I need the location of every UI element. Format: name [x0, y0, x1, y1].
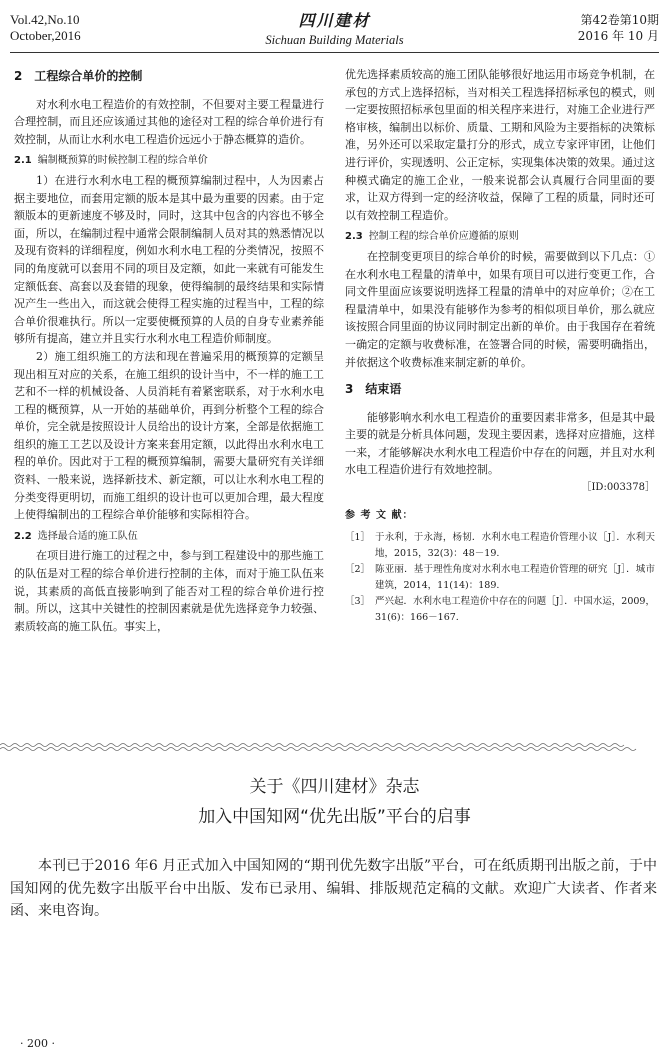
reference-text: 严兴起．水利水电工程造价中存在的问题［J］．中国水运，2009，31(6)：166－167.: [375, 596, 655, 624]
section-2-3-heading: [345, 228, 655, 246]
reference-number: ［3］: [345, 596, 371, 608]
section-2-3-para-1: 在控制变更项目的综合单价的时候，需要做到以下几点：①在水利水电工程量的清单中，如果有项目可以进行变更工作，合同文件里面应该要说明选择工程量的清单中的对应单价；②在工程量清单中，如果没有能够作为参考的相似项目单价，那么就应该按照合同里面的协议同时制定出新的单价。由于我国存在着统一确定的定额与收费标准，在签署合同的时候，需要明确指出，并依据这个收费标准来制定新的单价。: [345, 249, 655, 369]
notice-body: 本刊已于2016 年6 月正式加入中国知网的“期刊优先数字出版”平台，可在纸质期刊出版之前，于中国知网的优先数字出版平台中出版、发布已录用、编辑、排版规范定稿的文献。欢迎广大读者、作者来函、来电咨询。: [10, 858, 657, 919]
section-2-heading: 2 工程综合单价的控制: [14, 69, 143, 83]
references-list: [345, 530, 655, 626]
section-2-1-para-1: 1）在进行水利水电工程的概预算编制过程中，人为因素占据主要地位，而套用定额的版本是其中最为重要的因素。由于定额版本的更新速度不够及时，同时，这其中包含的内容也不够全面，所以，在编制过程中通常会限制编制人员对其的熟悉情况以及现有资料的详细程度，例如水利水电工程的分类情况，按照不同的角度就可以套用不同的项目及定额，如此一来就有可能发生定额低套、高套以及套错的现象，使得编制的最终结果和实际情况产生一些出入，而这就会使得工程实施的过程当中，工程的综合单价很难执行。所以一定要使概预算的人员的自身专业素养能够所有提高，建立并且实行水利水电工程造价师制度。: [14, 173, 324, 346]
section-2-2-heading: [14, 528, 324, 546]
reference-text: 于永利，于永海，杨韧．水利水电工程造价管理小议［J］．水利天地，2015，32(3)：48－19.: [375, 532, 655, 560]
section-2-3-number: 2.3: [345, 231, 363, 243]
wavy-line: [0, 744, 624, 747]
left-column: [14, 66, 324, 635]
notice-title-line-1: 关于《四川建材》杂志: [249, 777, 420, 797]
section-2-2-para-1: 在项目进行施工的过程之中，参与到工程建设中的那些施工的队伍是对工程的综合单价进行控制的主体，而对于施工队伍来说，其素质的高低直接影响到了能否对工程的综合单价进行控制。所以，这其中关键性的控制因素就是优先选择竞争力较强、素质较高的施工队伍。事实上，: [14, 549, 324, 633]
right-column: [345, 66, 655, 626]
section-2-1-number: 2.1: [14, 155, 32, 167]
section-2-intro: 对水利水电工程造价的有效控制，不但要对主要工程量进行合理控制，而且还应该通过其他的途径对工程的综合单价进行有效控制，从而让水利水电工程造价远远小于静态概算的造价。: [14, 97, 324, 146]
reference-item: [345, 562, 655, 594]
section-2-1-para-2: 2）施工组织施工的方法和现在普遍采用的概预算的定额呈现出相互对应的关系，在施工组织的设计当中，不一样的施工工艺和不一样的机械设备、人员消耗有着紧密联系，对于水利水电工程的概预算，从一开始的基础单价，再到分析整个工程的综合单价，完全就是按照设计人员给出的设计方案，全部是依据施工组织的施工工艺以及设计方案来套用定额，以此得出水利水电工程的单价。因此对于工程的概预算编制，需要大量研究有关详细资料、一般来说，选择新技术、新定额，可以让水利水电工程的分类变得更明切，而施工组织的设计也可以更加合理，最大程度上使得编制出的工程综合单价能够和实际相符合。: [14, 349, 324, 522]
running-header: [10, 6, 659, 52]
reference-item: [345, 594, 655, 626]
section-2-2-number: 2.2: [14, 530, 32, 542]
document-id: ［ID:003378］: [581, 482, 655, 494]
reference-text: 陈亚丽．基于理性角度对水利水电工程造价管理的研究［J］．城市建筑，2014，11(14)：189.: [375, 564, 655, 592]
volume-issue-cn: 第42卷第10期: [580, 13, 659, 27]
issue-date-cn: 2016 年 10 月: [577, 29, 659, 43]
reference-number: ［2］: [345, 564, 371, 576]
section-2-1-heading: [14, 152, 324, 170]
section-2-2-para-1-continued: 优先选择素质较高的施工团队能够很好地运用市场竞争机制，在承包的方式上选择招标，当对相关工程选择招标承包的模式，则一定要按照招标承包里面的相关程序来进行，对施工企业进行严格审核，编制出以标价、质量、工期和风险为主要指标的决策标准，另外还可以采取定量打分的形式，成立专家评审团，让他们进行评价，实现透明、公正定标，实现集体决策的效果。通过这种模式确定的施工企业，一般来说都会认真履行合同里面的要求，让双方得到一定的经济收益，保障了工程的质量，同时还可以有效控制工程造价。: [345, 68, 655, 222]
wavy-separator: [0, 742, 669, 752]
section-2-3-title: 控制工程的综合单价应遵循的原则: [368, 231, 519, 243]
section-2-1-title: 编制概预算的时候控制工程的综合单价: [37, 155, 208, 167]
page-number: · 200 ·: [20, 1037, 55, 1050]
notice-title-line-2: 加入中国知网“优先出版”平台的启事: [198, 807, 471, 827]
issue-date: October,2016: [10, 28, 81, 43]
section-3-para-1: 能够影响水利水电工程造价的重要因素非常多，但是其中最主要的就是分析具体问题，发现主要因素，选择对应措施，这样一来，才能够解决水利水电工程造价中存在的问题，并且对水利水电工程造价进行有效地控制。: [345, 410, 655, 477]
journal-logo: 四川建材: [298, 11, 371, 30]
journal-name-en: Sichuan Building Materials: [265, 33, 404, 47]
reference-number: ［1］: [345, 532, 371, 544]
header-right: [578, 12, 659, 44]
spacer: [345, 371, 655, 379]
reference-item: [345, 530, 655, 562]
section-2-2-title: 选择最合适的施工队伍: [37, 530, 138, 542]
section-3-heading: 3 结束语: [345, 382, 402, 397]
wavy-line: [0, 748, 636, 751]
header-rule: [10, 52, 659, 53]
volume-issue: Vol.42,No.10: [10, 12, 80, 27]
header-center: [10, 8, 659, 48]
references-heading: 参 考 文 献：: [345, 509, 414, 521]
